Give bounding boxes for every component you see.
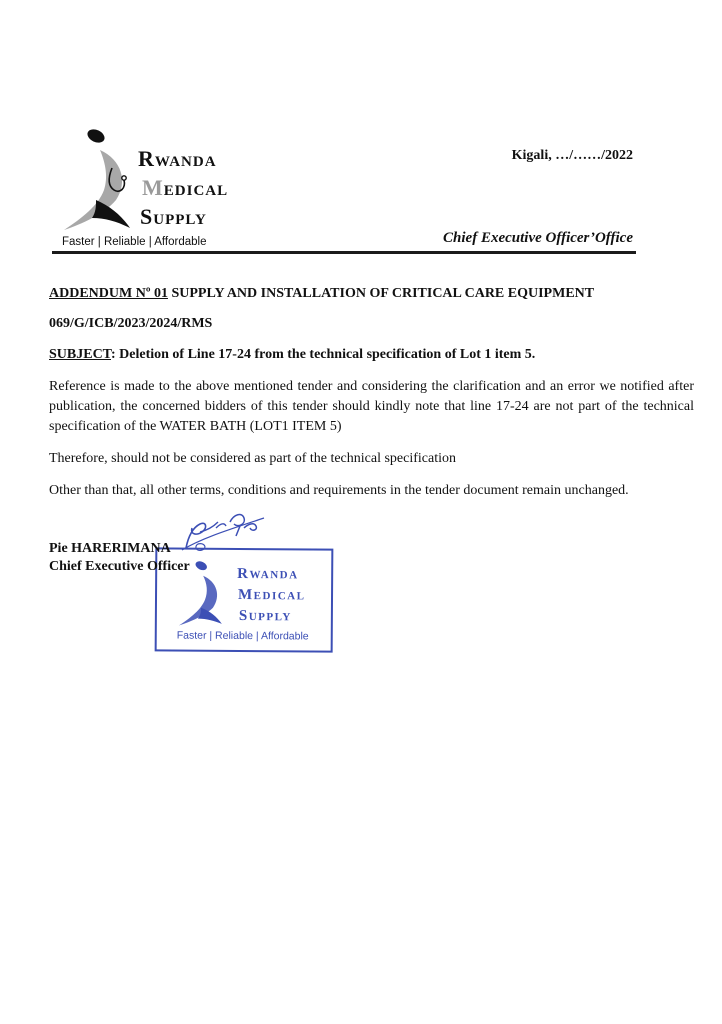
- subject-line: [49, 345, 694, 365]
- signatory-name: Pie HARERIMANA: [49, 541, 171, 556]
- subject-label: SUBJECT: [49, 347, 111, 362]
- city-date: Kigali, …/……/2022: [511, 148, 633, 163]
- addendum-title: SUPPLY AND INSTALLATION OF CRITICAL CARE EQUIPMENT: [167, 286, 595, 301]
- stamp-line-rwanda: RWANDA: [237, 565, 299, 583]
- paragraph-reference: Reference is made to the above mentioned tender and considering the clarification and an error we notified after publication, the concerned bidders of this tender should kindly note that line 17-24 are not part of the technical specification of the WATER BATH (LOT1 ITEM 5): [49, 379, 694, 434]
- addendum-label: ADDENDUM Nº 01: [49, 286, 168, 301]
- handwritten-signature: [178, 508, 273, 558]
- logo-wordmark: [138, 144, 228, 231]
- logo-tagline: Faster | Reliable | Affordable: [62, 236, 207, 248]
- signatory-block: [49, 540, 190, 576]
- subject-text: : Deletion of Line 17-24 from the technical specification of Lot 1 item 5.: [110, 347, 536, 362]
- logo-line-rwanda: RWANDA: [138, 146, 217, 171]
- stamp-tagline: Faster | Reliable | Affordable: [176, 629, 309, 643]
- tender-reference: 069/G/ICB/2023/2024/RMS: [49, 316, 213, 331]
- addendum-heading: [49, 284, 694, 304]
- header-rule: [52, 251, 636, 254]
- logo-figure-icon: [52, 122, 147, 237]
- stamp-line-medical: MEDICAL: [237, 586, 306, 604]
- paragraph-other-terms: Other than that, all other terms, conditions and requirements in the tender document remain unchanged.: [49, 483, 629, 498]
- stamp-wordmark: [237, 564, 306, 627]
- office-name: Chief Executive Officer’Office: [443, 230, 633, 246]
- stamp-line-supply: SUPPLY: [238, 607, 292, 625]
- paragraph-therefore: Therefore, should not be considered as part of the technical specification: [49, 451, 457, 466]
- logo-line-medical: MEDICAL: [142, 175, 229, 200]
- company-logo: [52, 122, 252, 257]
- signatory-title: Chief Executive Officer: [49, 559, 190, 574]
- logo-line-supply: SUPPLY: [140, 204, 207, 229]
